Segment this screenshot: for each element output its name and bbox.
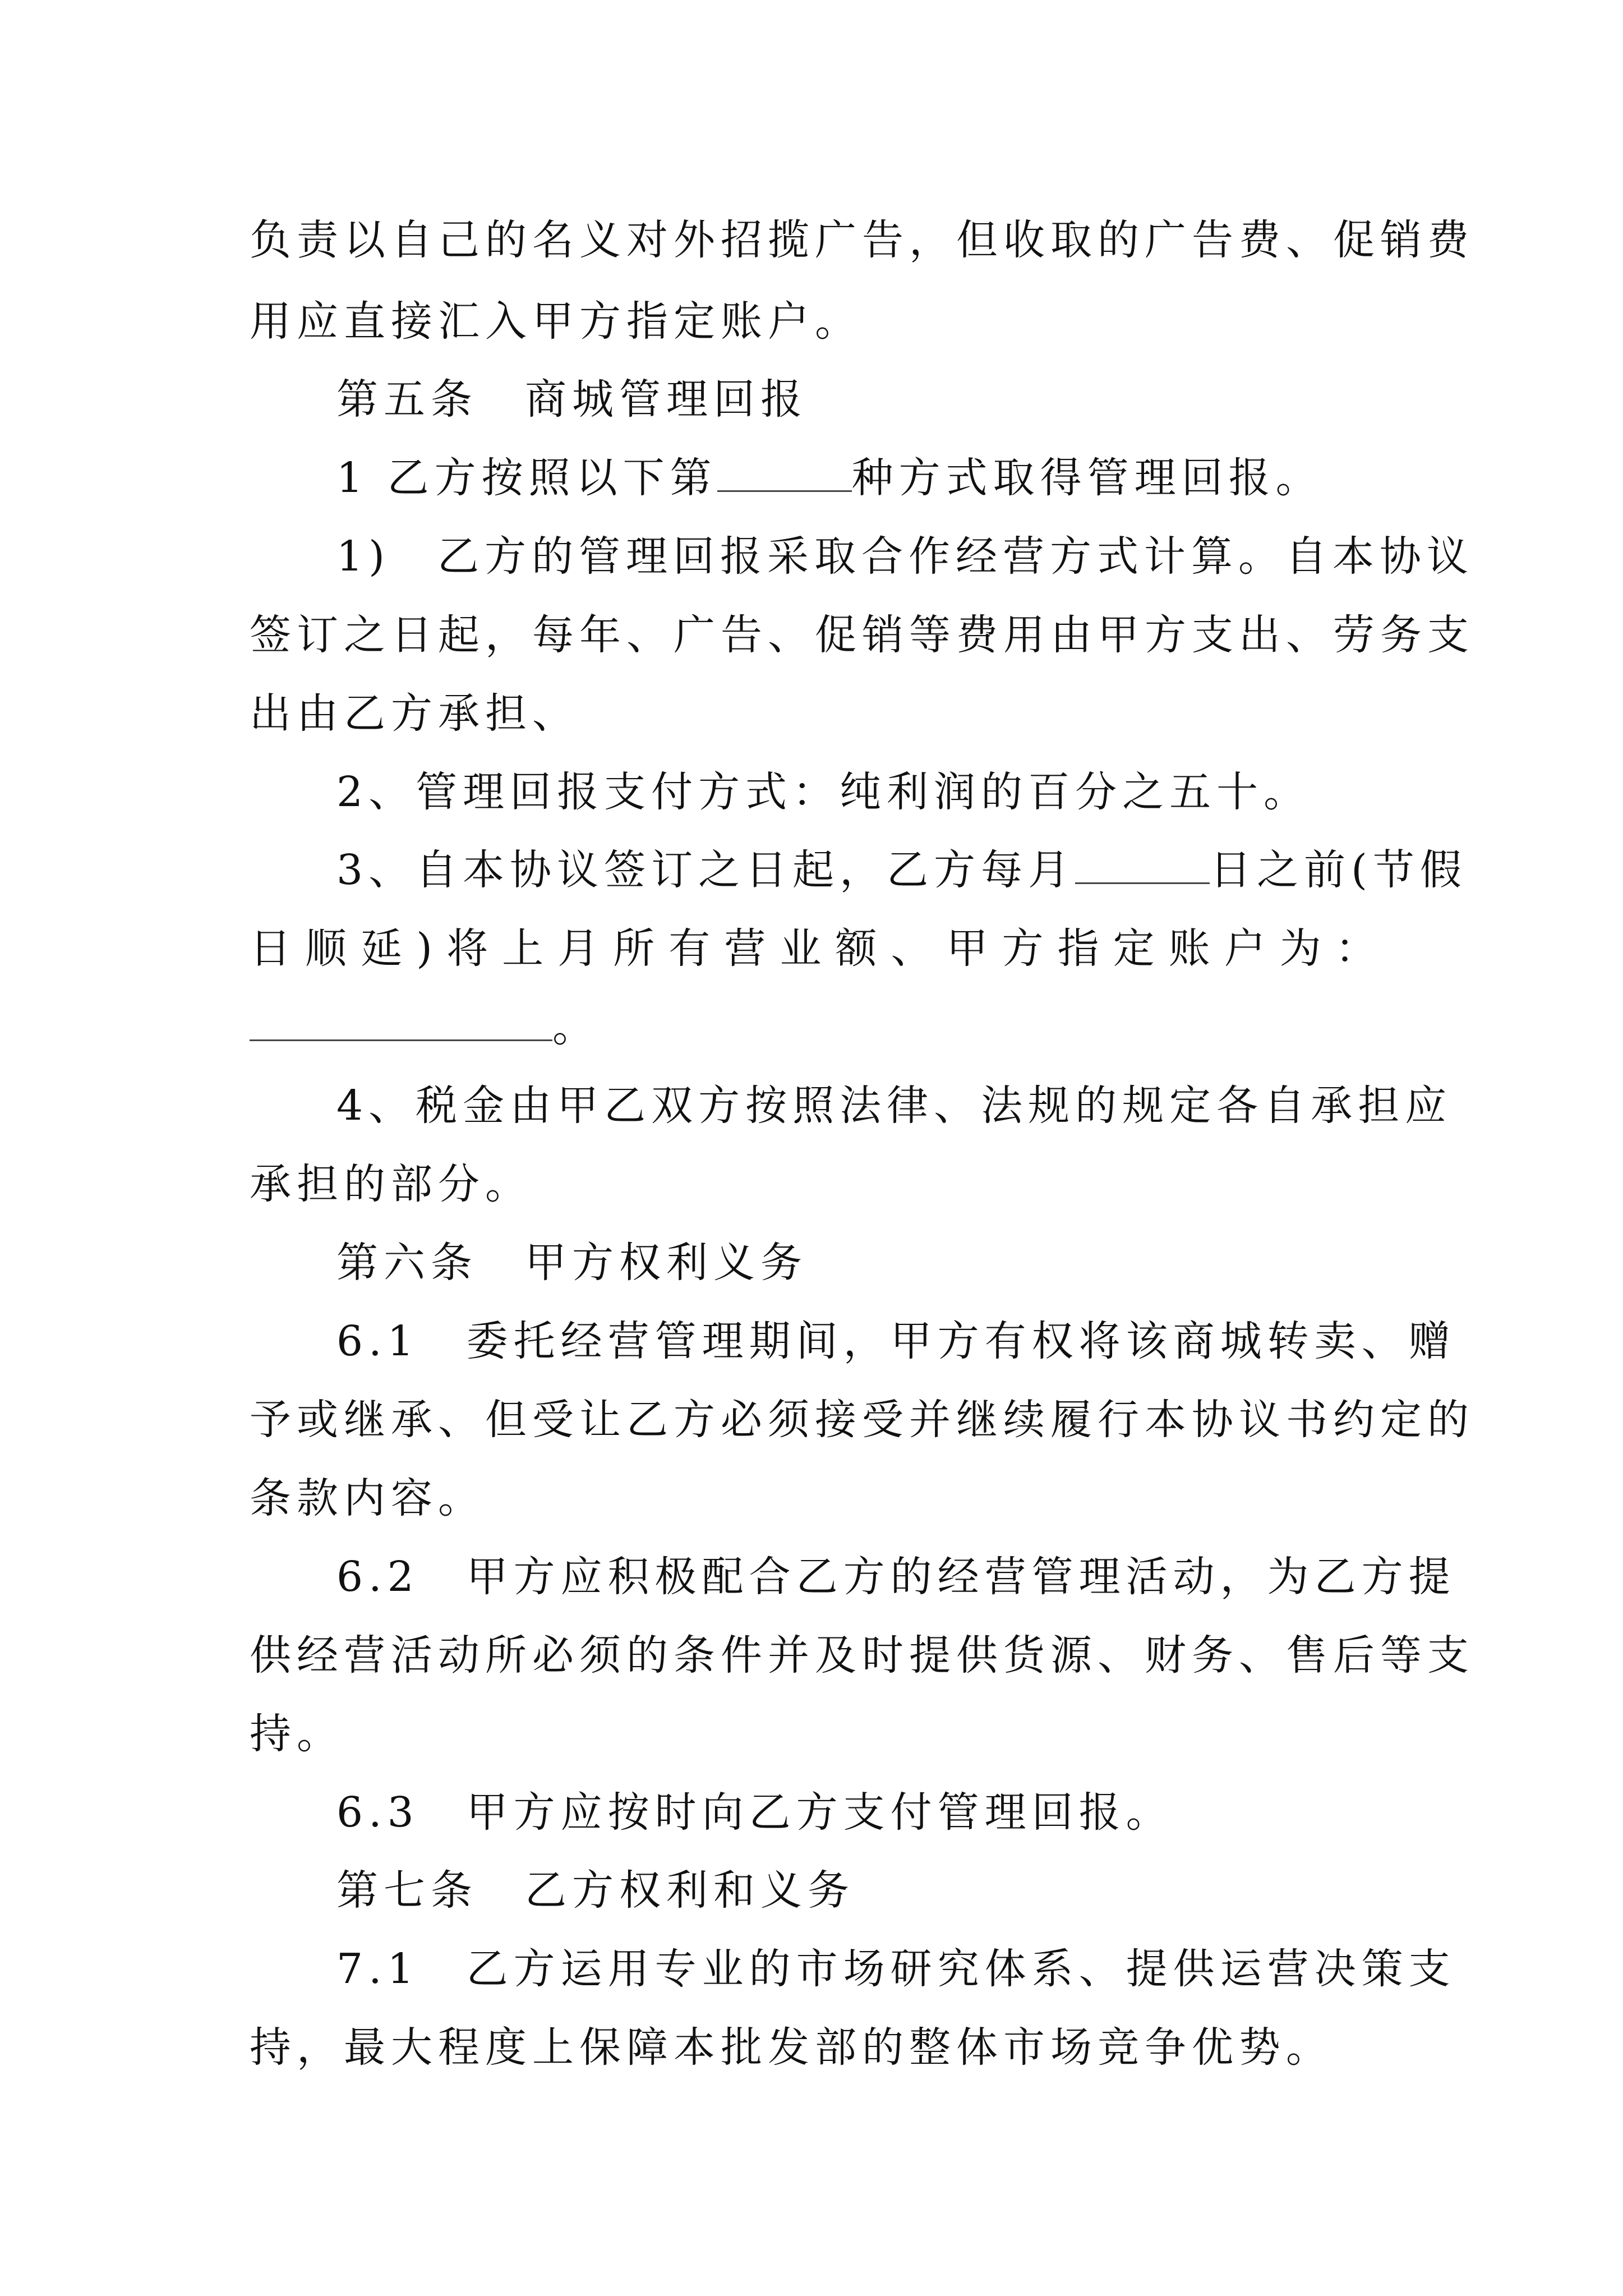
text-segment: 1 乙方按照以下第: [336, 454, 717, 502]
char: 延: [361, 924, 403, 973]
char: 营: [724, 924, 766, 973]
char: 方: [1002, 924, 1044, 973]
char: 上: [502, 924, 544, 973]
char: 甲: [946, 924, 988, 973]
char: 月: [557, 924, 600, 973]
paragraph-line: 条款内容。: [250, 1474, 485, 1522]
paragraph-line: 2、管理回报支付方式：纯利润的百分之五十。: [336, 768, 1311, 816]
char: 业: [780, 924, 822, 973]
paragraph-line: [336, 451, 1377, 505]
char: 将: [446, 924, 488, 973]
paragraph-line: 1) 乙方的管理回报采取合作经营方式计算。自本协议: [336, 532, 1474, 581]
char: 定: [1113, 924, 1155, 973]
paragraph-line: 持。: [250, 1710, 344, 1758]
char: 顺: [305, 924, 347, 973]
char: 、: [891, 924, 933, 973]
text-segment: 种方式取得管理回报。: [851, 454, 1323, 502]
char: 户: [1224, 924, 1266, 973]
paragraph-line: 用应直接汇入甲方指定账户。: [250, 297, 862, 346]
char: 有: [668, 924, 711, 973]
paragraph-line: 持，最大程度上保障本批发部的整体市场竞争优势。: [250, 2023, 1333, 2072]
char: 为: [1279, 924, 1321, 973]
char: ：: [1335, 924, 1377, 973]
char: ): [416, 924, 433, 973]
paragraph-line: 4、税金由甲乙双方按照法律、法规的规定各自承担应: [336, 1082, 1453, 1130]
article-heading-5: 第五条 商城管理回报: [336, 375, 808, 424]
paragraph-line: 6.1 委托经营管理期间，甲方有权将该商城转卖、赠: [336, 1317, 1456, 1365]
text-segment: 3、自本协议签订之日起，乙方每月: [336, 846, 1076, 894]
fill-blank-account[interactable]: [250, 1000, 552, 1041]
char: 指: [1057, 924, 1099, 973]
paragraph-line: 6.3 甲方应按时向乙方支付管理回报。: [336, 1788, 1173, 1837]
paragraph-line: 7.1 乙方运用专业的市场研究体系、提供运营决策支: [336, 1945, 1456, 1993]
text-segment: 。: [552, 1003, 600, 1051]
char: 所: [613, 924, 655, 973]
paragraph-line: 负责以自己的名义对外招揽广告，但收取的广告费、促销费: [250, 216, 1474, 264]
char: 日: [250, 924, 291, 973]
fill-blank-day[interactable]: [1075, 843, 1210, 884]
paragraph-line: 供经营活动所必须的条件并及时提供货源、财务、售后等支: [250, 1631, 1474, 1680]
char: 额: [835, 924, 877, 973]
paragraph-line: [250, 1000, 1377, 1054]
paragraph-line: 签订之日起，每年、广告、促销等费用由甲方支出、劳务支: [250, 611, 1474, 659]
paragraph-line: 予或继承、但受让乙方必须接受并继续履行本协议书约定的: [250, 1396, 1474, 1444]
fill-blank-method[interactable]: [717, 451, 852, 492]
paragraph-line: [336, 843, 1467, 897]
paragraph-line: 6.2 甲方应积极配合乙方的经营管理活动，为乙方提: [336, 1553, 1456, 1601]
paragraph-line-justified: [250, 922, 1377, 976]
char: 账: [1168, 924, 1210, 973]
article-heading-7: 第七条 乙方权利和义务: [336, 1866, 855, 1915]
paragraph-line: 出由乙方承担、: [250, 689, 579, 738]
paragraph-line: 承担的部分。: [250, 1160, 532, 1208]
article-heading-6: 第六条 甲方权利义务: [336, 1239, 808, 1287]
text-segment: 日之前(节假: [1210, 846, 1467, 894]
